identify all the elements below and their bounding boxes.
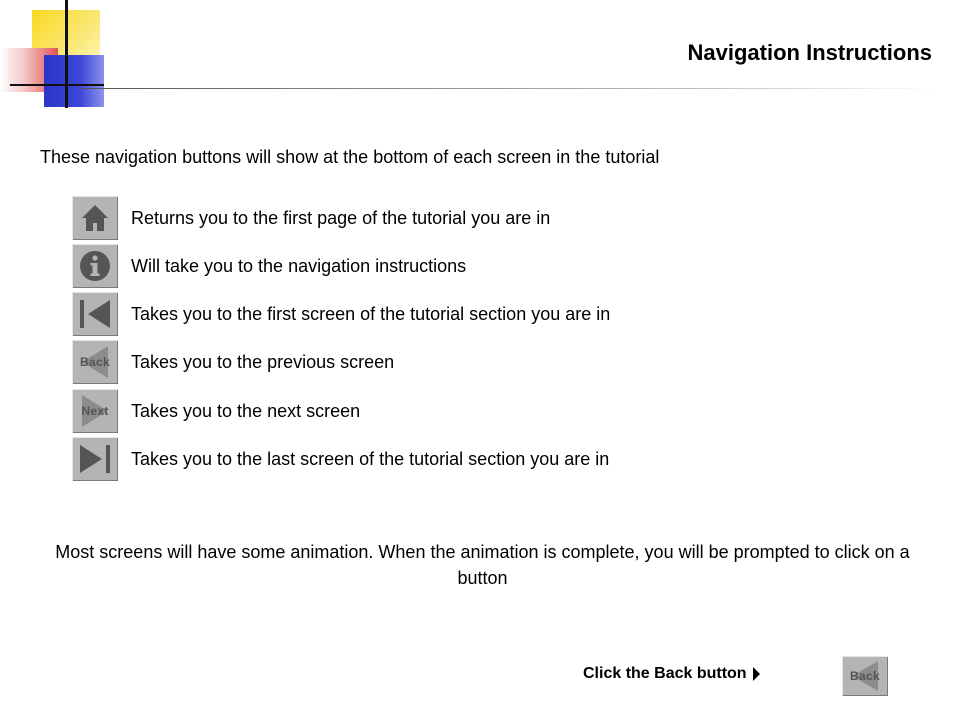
decor-vertical-line	[65, 0, 68, 108]
info-icon	[72, 244, 118, 288]
back-button-label: Back	[80, 355, 110, 369]
back-button[interactable]	[72, 340, 118, 384]
page-title: Navigation Instructions	[687, 40, 932, 65]
caret-right-icon	[753, 667, 760, 681]
home-icon	[72, 196, 118, 240]
title-underline	[80, 88, 940, 89]
nav-description: Returns you to the first page of the tutorial you are in	[131, 207, 551, 228]
last-screen-button[interactable]	[72, 437, 118, 481]
footer-prompt-text: Click the Back button	[583, 665, 747, 682]
intro-text: These navigation buttons will show at the bottom of each screen in the tutorial	[40, 147, 660, 167]
footer-back-label: Back	[850, 669, 880, 683]
last-screen-icon	[72, 437, 118, 481]
footer-back-button[interactable]	[842, 656, 888, 696]
next-button-label: Next	[81, 404, 109, 418]
nav-row-back	[72, 340, 394, 384]
home-button[interactable]	[72, 196, 118, 240]
first-screen-icon	[72, 292, 118, 336]
nav-row-first-screen	[72, 292, 610, 336]
nav-description: Takes you to the last screen of the tutorial section you are in	[131, 448, 610, 469]
footer-prompt	[583, 665, 760, 683]
closing-text: Most screens will have some animation. When the animation is complete, you will be prompted to click on a button	[55, 542, 910, 588]
nav-row-home	[72, 196, 550, 240]
first-screen-button[interactable]	[72, 292, 118, 336]
nav-row-last-screen	[72, 437, 609, 481]
nav-row-next	[72, 389, 360, 433]
next-button[interactable]	[72, 389, 118, 433]
nav-description: Takes you to the previous screen	[131, 351, 395, 372]
nav-description: Takes you to the first screen of the tutorial section you are in	[131, 303, 611, 324]
nav-description: Will take you to the navigation instructions	[131, 255, 467, 276]
decor-horizontal-line	[10, 84, 104, 86]
decor-blue-square	[44, 55, 104, 107]
info-button[interactable]	[72, 244, 118, 288]
nav-description: Takes you to the next screen	[131, 400, 361, 421]
nav-row-info	[72, 244, 466, 288]
